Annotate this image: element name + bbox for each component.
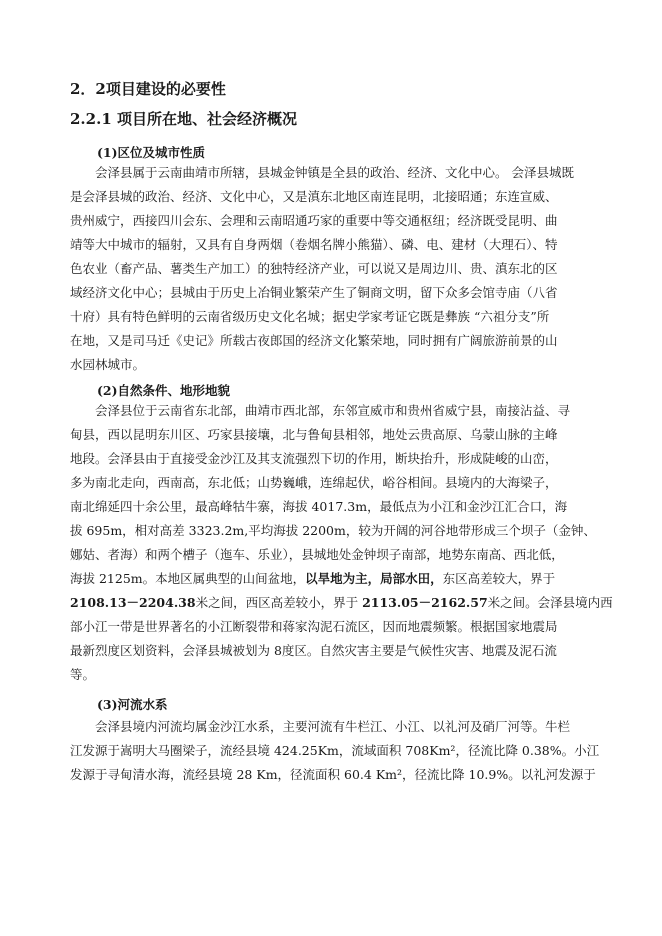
paragraph-line: 会泽县属于云南曲靖市所辖，县城金钟镇是全县的政治、经济、文化中心。 会泽县城既 xyxy=(95,165,574,180)
paragraph-line: 贵州威宁，西接四川会东、会理和云南昭通巧家的重要中等交通枢纽；经济既受昆明、曲 xyxy=(70,213,558,228)
paragraph-line: 水园林城市。 xyxy=(70,357,146,372)
paragraph-line: 地段。会泽县由于直接受金沙江及其支流强烈下切的作用，断块抬升，形成陡峻的山峦， xyxy=(70,451,558,466)
paragraph-line: 多为南北走向，西南高，东北低；山势巍峨，连绵起伏，峪谷相间。县境内的大海梁子， xyxy=(70,475,558,490)
subsection-heading: 2.2.1 项目所在地、社会经济概况 xyxy=(70,110,297,128)
paragraph-line: 十府）具有特色鲜明的云南省级历史文化名城；据史学家考证它既是彝族 “六祖分支”所 xyxy=(70,309,550,324)
text-run: 海拔 2125m。本地区属典型的山间盆地， xyxy=(70,571,306,586)
paragraph-line: 发源于寻甸清水海，流经县境 28 Km，径流面积 60.4 Km²，径流比降 10.9%。以礼河发源于 xyxy=(70,767,596,782)
paragraph-line: 靖等大中城市的辐射，又具有自身两烟（卷烟名牌小熊猫）、磷、电、建材（大理石）、特 xyxy=(70,237,558,252)
paragraph-line: 部小江一带是世界著名的小江断裂带和蒋家沟泥石流区，因而地震频繁。根据国家地震局 xyxy=(70,619,558,634)
paragraph-line: 域经济文化中心；县城由于历史上冶铜业繁荣产生了铜商文明，留下众多会馆寺庙（八省 xyxy=(70,285,558,300)
section-title-location: (1)区位及城市性质 xyxy=(97,145,206,160)
paragraph-line: 是会泽县城的政治、经济、文化中心，又是滇东北地区南连昆明，北接昭通；东连宣威、 xyxy=(70,189,558,204)
paragraph-line xyxy=(70,595,613,611)
paragraph-line: 南北绵延四十余公里，最高峰牯牛寨，海拔 4017.3m，最低点为小江和金沙江汇合口，海 xyxy=(70,499,568,514)
paragraph-line: 娜姑、者海）和两个槽子（迤车、乐业），县城地处金钟坝子南部，地势东南高、西北低， xyxy=(70,547,564,562)
paragraph-line: 会泽县位于云南省东北部，曲靖市西北部，东邻宣威市和贵州省威宁县，南接沾益、寻 xyxy=(95,403,571,418)
paragraph-line: 在地，又是司马迁《史记》所载古夜郎国的经济文化繁荣地，同时拥有广阔旅游前景的山 xyxy=(70,333,558,348)
paragraph-line: 等。 xyxy=(70,667,96,682)
text-run: 米之间。会泽县境内西 xyxy=(487,595,613,610)
paragraph-line: 江发源于嵩明大马圈梁子，流经县境 424.25Km，流域面积 708Km²，径流比降 0.38%。小江 xyxy=(70,743,600,758)
bold-text-run: 2113.05－2162.57 xyxy=(362,595,488,610)
paragraph-line xyxy=(70,571,598,587)
section-title-rivers: (3)河流水系 xyxy=(97,697,168,712)
section-title-terrain: (2)自然条件、地形地貌 xyxy=(97,383,231,398)
text-run: 米之间，西区高差较小，界于 xyxy=(195,595,363,610)
section-heading: 2．2项目建设的必要性 xyxy=(70,80,226,98)
paragraph-line: 甸县，西以昆明东川区、巧家县接壤，北与鲁甸县相邻，地处云贵高原、乌蒙山脉的主峰 xyxy=(70,427,558,442)
text-run: 东区高差较大，界于 xyxy=(442,571,556,586)
bold-text-run: 2108.13－2204.38 xyxy=(70,595,196,610)
paragraph-line: 最新烈度区划资料，会泽县城被划为 8度区。自然灾害主要是气候性灾害、地震及泥石流 xyxy=(70,643,557,658)
paragraph-line: 会泽县境内河流均属金沙江水系，主要河流有牛栏江、小江、以礼河及硝厂河等。牛栏 xyxy=(95,719,571,734)
paragraph-line: 拔 695m，相对高差 3323.2m,平均海拔 2200m，较为开阔的河谷地带形成三个坝子（金钟、 xyxy=(70,523,596,538)
paragraph-line: 色农业（畜产品、薯类生产加工）的独特经济产业，可以说又是周边川、贵、滇东北的区 xyxy=(70,261,558,276)
bold-text-run: 以旱地为主，局部水田， xyxy=(305,571,443,586)
